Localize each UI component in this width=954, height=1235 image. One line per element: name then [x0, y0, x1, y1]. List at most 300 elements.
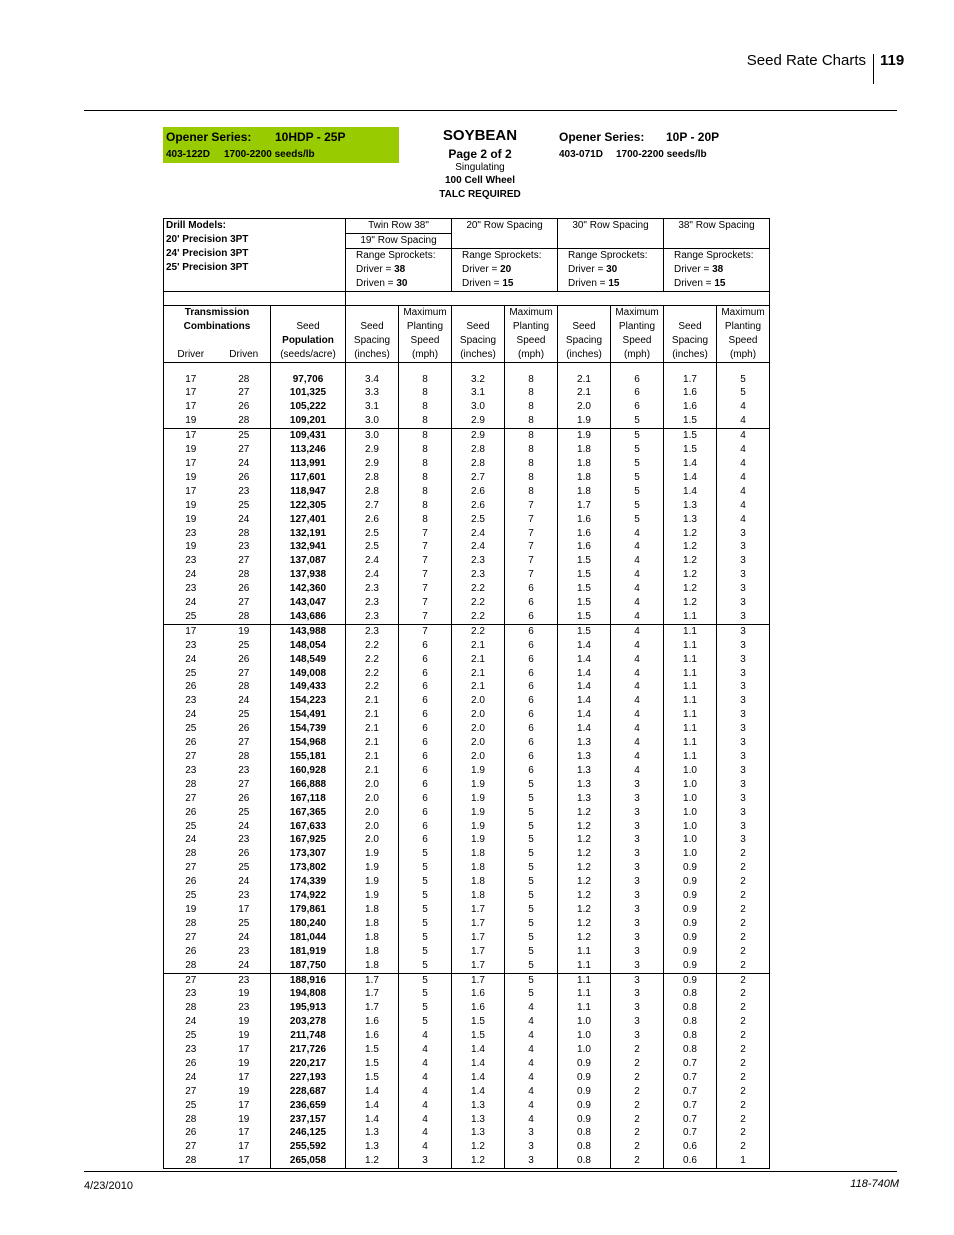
table-cell: 23 [164, 694, 218, 708]
table-cell: 2 [717, 973, 770, 987]
table-row [164, 485, 770, 499]
table-cell: 203,278 [271, 1015, 346, 1029]
driven-word: Driven [356, 277, 385, 289]
table-cell: 2.8 [452, 443, 505, 457]
table-cell: 1.4 [346, 1099, 399, 1113]
table-cell: 2.1 [452, 680, 505, 694]
table-row [164, 959, 770, 973]
table-cell: 28 [164, 847, 218, 861]
table-cell: 5 [399, 973, 452, 987]
table-cell: 2.0 [452, 736, 505, 750]
table-cell: 3 [611, 861, 664, 875]
table-cell: 19 [218, 1085, 271, 1099]
table-cell: 5 [505, 945, 558, 959]
table-cell: 23 [164, 554, 218, 568]
table-cell: 2 [717, 847, 770, 861]
table-cell: 4 [611, 540, 664, 554]
table-cell: 17 [164, 624, 218, 638]
drill-model-20: 20' Precision 3PT [166, 233, 249, 245]
table-cell: 1.1 [664, 667, 717, 681]
table-cell: 1.1 [664, 624, 717, 638]
table-cell: 2 [717, 1015, 770, 1029]
driven-word: Driven [568, 277, 597, 289]
table-cell: 3 [505, 1140, 558, 1154]
table-cell: 25 [164, 1029, 218, 1043]
table-cell: 17 [164, 386, 218, 400]
sprockets-20 [452, 248, 558, 291]
opener-series-left-box [163, 127, 399, 163]
table-cell: 7 [399, 582, 452, 596]
table-cell: 160,928 [271, 764, 346, 778]
table-cell: 0.9 [558, 1057, 611, 1071]
table-cell: 0.6 [664, 1154, 717, 1168]
table-cell: 4 [399, 1113, 452, 1127]
table-cell: 4 [611, 639, 664, 653]
table-cell: 7 [399, 624, 452, 638]
table-cell: 0.7 [664, 1099, 717, 1113]
driven-value: 30 [396, 277, 408, 289]
table-cell: 26 [164, 1057, 218, 1071]
table-cell: 195,913 [271, 1001, 346, 1015]
sprocket-driven: Driven = 30 [356, 277, 408, 289]
table-cell: 8 [505, 485, 558, 499]
table-cell: 25 [218, 639, 271, 653]
table-cell: 4 [505, 1057, 558, 1071]
table-cell: 7 [505, 554, 558, 568]
table-cell: 3 [717, 624, 770, 638]
sprocket-label: Range Sprockets: [674, 249, 754, 261]
table-cell: 2.8 [346, 471, 399, 485]
table-cell: 1.4 [558, 722, 611, 736]
table-cell: 2.9 [452, 429, 505, 443]
table-cell: 8 [399, 386, 452, 400]
sprocket-driver: Driver = 30 [568, 263, 618, 275]
table-cell: 6 [399, 639, 452, 653]
table-cell: 4 [611, 624, 664, 638]
table-cell: 167,365 [271, 806, 346, 820]
driver-word: Driver [568, 263, 595, 275]
table-cell: 28 [218, 750, 271, 764]
table-cell: 3 [611, 1029, 664, 1043]
table-cell: 2 [717, 1057, 770, 1071]
table-cell: 19 [164, 513, 218, 527]
table-cell: 4 [505, 1001, 558, 1015]
table-cell: 27 [164, 1085, 218, 1099]
table-cell: 2.8 [346, 485, 399, 499]
table-cell: 4 [505, 1071, 558, 1085]
table-cell: 4 [611, 610, 664, 624]
table-cell: 1.1 [558, 973, 611, 987]
table-row [164, 778, 770, 792]
table-cell: 1.4 [346, 1085, 399, 1099]
opener-right-line2 [559, 149, 707, 160]
table-cell: 1.2 [558, 931, 611, 945]
table-cell: 137,938 [271, 568, 346, 582]
driven-header: Driven [218, 348, 271, 362]
spacing-19: 19" Row Spacing [346, 233, 452, 248]
spacing-header-1: Seed Spacing (inches) [346, 305, 399, 362]
table-row [164, 414, 770, 428]
table-cell: 4 [505, 1015, 558, 1029]
table-cell: 3 [717, 540, 770, 554]
table-cell: 1.2 [558, 875, 611, 889]
table-cell: 1.0 [664, 833, 717, 847]
table-row [164, 610, 770, 624]
table-cell: 5 [399, 889, 452, 903]
driven-value: 15 [502, 277, 514, 289]
transmission-header [164, 305, 271, 348]
table-cell: 6 [505, 624, 558, 638]
table-cell: 1.7 [346, 987, 399, 1001]
table-cell: 211,748 [271, 1029, 346, 1043]
table-cell: 2.2 [452, 582, 505, 596]
table-cell: 1 [717, 1154, 770, 1168]
table-cell: 1.2 [452, 1154, 505, 1168]
table-cell: 1.1 [664, 610, 717, 624]
table-cell: 179,861 [271, 903, 346, 917]
table-cell: 2.9 [346, 457, 399, 471]
table-cell: 2.1 [346, 764, 399, 778]
opener-left-series: 10HDP - 25P [275, 130, 346, 144]
table-cell: 1.2 [558, 889, 611, 903]
table-cell: 26 [164, 680, 218, 694]
table-cell: 2.2 [452, 596, 505, 610]
speed-header-3: Maximum Planting Speed (mph) [611, 305, 664, 362]
table-cell: 23 [164, 764, 218, 778]
table-row [164, 764, 770, 778]
table-cell: 1.9 [346, 889, 399, 903]
table-cell: 0.9 [558, 1085, 611, 1099]
table-cell: 143,988 [271, 624, 346, 638]
table-cell: 1.4 [452, 1085, 505, 1099]
table-cell: 2 [717, 875, 770, 889]
table-row [164, 624, 770, 638]
table-row [164, 568, 770, 582]
driver-word: Driver [462, 263, 489, 275]
table-row [164, 596, 770, 610]
table-cell: 2 [717, 931, 770, 945]
table-cell: 2 [611, 1140, 664, 1154]
table-cell: 1.6 [558, 513, 611, 527]
table-cell: 1.3 [558, 778, 611, 792]
population-label: Population [282, 334, 334, 346]
table-cell: 174,339 [271, 875, 346, 889]
table-cell: 1.0 [664, 847, 717, 861]
table-cell: 1.9 [346, 861, 399, 875]
table-cell: 2.1 [346, 722, 399, 736]
table-cell: 8 [399, 471, 452, 485]
table-cell: 1.4 [558, 639, 611, 653]
table-cell: 2.3 [346, 596, 399, 610]
table-cell: 1.7 [452, 903, 505, 917]
table-cell: 2.1 [452, 653, 505, 667]
table-cell: 1.4 [452, 1043, 505, 1057]
table-cell: 1.3 [452, 1099, 505, 1113]
table-cell: 1.1 [664, 736, 717, 750]
table-cell: 2.3 [346, 582, 399, 596]
table-cell: 6 [399, 792, 452, 806]
table-cell: 27 [164, 1140, 218, 1154]
table-cell: 23 [218, 833, 271, 847]
table-cell: 1.4 [558, 694, 611, 708]
table-cell: 2.2 [452, 610, 505, 624]
table-row [164, 639, 770, 653]
table-row [164, 1029, 770, 1043]
page-number: 119 [880, 52, 905, 69]
table-cell: 1.2 [558, 806, 611, 820]
table-cell: 246,125 [271, 1126, 346, 1140]
table-cell: 2.0 [346, 806, 399, 820]
table-cell: 1.9 [346, 875, 399, 889]
table-cell: 5 [505, 959, 558, 973]
table-cell: 19 [218, 1029, 271, 1043]
table-cell: 1.6 [346, 1015, 399, 1029]
table-cell: 24 [164, 1015, 218, 1029]
table-cell: 6 [505, 680, 558, 694]
table-cell: 0.9 [664, 959, 717, 973]
table-row [164, 1154, 770, 1168]
table-cell: 3 [717, 722, 770, 736]
table-cell: 3 [611, 959, 664, 973]
table-cell: 2 [717, 889, 770, 903]
table-cell: 8 [505, 414, 558, 428]
table-cell: 3 [717, 694, 770, 708]
table-cell: 1.0 [664, 806, 717, 820]
table-cell: 2 [611, 1126, 664, 1140]
table-cell: 6 [505, 764, 558, 778]
table-row [164, 1099, 770, 1113]
table-cell: 137,087 [271, 554, 346, 568]
table-cell: 6 [505, 610, 558, 624]
table-cell: 3 [717, 820, 770, 834]
table-row [164, 694, 770, 708]
table-cell: 17 [164, 400, 218, 414]
table-cell: 2.3 [452, 554, 505, 568]
table-cell: 3.1 [346, 400, 399, 414]
table-cell: 1.2 [558, 833, 611, 847]
table-cell: 109,201 [271, 414, 346, 428]
table-cell: 4 [399, 1029, 452, 1043]
table-cell: 25 [218, 861, 271, 875]
table-cell: 2.1 [346, 736, 399, 750]
table-cell: 7 [505, 568, 558, 582]
table-cell: 1.3 [664, 513, 717, 527]
table-cell: 1.0 [664, 792, 717, 806]
table-cell: 0.9 [664, 861, 717, 875]
table-cell: 4 [611, 596, 664, 610]
table-row [164, 471, 770, 485]
table-row [164, 931, 770, 945]
drill-model-24: 24' Precision 3PT [166, 247, 249, 259]
driven-value: 15 [714, 277, 726, 289]
table-cell: 1.3 [452, 1126, 505, 1140]
table-cell: 1.3 [346, 1126, 399, 1140]
table-cell: 2.4 [452, 540, 505, 554]
table-cell: 4 [611, 568, 664, 582]
table-cell: 5 [505, 889, 558, 903]
table-row [164, 1085, 770, 1099]
table-cell: 28 [218, 373, 271, 387]
table-cell: 3 [717, 667, 770, 681]
table-cell: 0.7 [664, 1113, 717, 1127]
table-cell: 5 [611, 471, 664, 485]
table-cell: 7 [399, 527, 452, 541]
table-cell: 2.3 [346, 610, 399, 624]
table-cell: 2.1 [346, 694, 399, 708]
table-cell: 0.9 [664, 889, 717, 903]
table-cell: 3.4 [346, 373, 399, 387]
table-cell: 2.0 [346, 792, 399, 806]
table-cell: 2.4 [346, 568, 399, 582]
table-cell: 26 [164, 806, 218, 820]
table-cell: 17 [218, 1043, 271, 1057]
table-row [164, 1015, 770, 1029]
table-cell: 113,991 [271, 457, 346, 471]
table-cell: 25 [218, 917, 271, 931]
table-cell: 7 [505, 513, 558, 527]
table-cell: 23 [164, 527, 218, 541]
table-cell: 255,592 [271, 1140, 346, 1154]
table-cell: 19 [218, 624, 271, 638]
table-cell: 4 [399, 1126, 452, 1140]
table-cell: 217,726 [271, 1043, 346, 1057]
table-cell: 2.2 [346, 667, 399, 681]
table-cell: 4 [611, 750, 664, 764]
table-cell: 6 [505, 596, 558, 610]
table-cell: 3 [399, 1154, 452, 1168]
table-cell: 0.8 [558, 1140, 611, 1154]
table-cell: 8 [399, 414, 452, 428]
footer-doc-number: 118-740M [850, 1178, 899, 1190]
table-cell: 2.0 [452, 708, 505, 722]
table-cell: 2.1 [558, 373, 611, 387]
table-cell: 0.9 [664, 973, 717, 987]
table-cell: 1.1 [558, 987, 611, 1001]
table-cell: 0.7 [664, 1057, 717, 1071]
table-cell: 4 [717, 429, 770, 443]
table-cell: 2.2 [346, 653, 399, 667]
seed-rate-table [163, 218, 770, 1169]
table-cell: 2 [717, 861, 770, 875]
table-cell: 27 [218, 736, 271, 750]
table-cell: 2.0 [558, 400, 611, 414]
driver-value: 30 [606, 263, 618, 275]
table-cell: 27 [164, 861, 218, 875]
table-cell: 0.9 [664, 945, 717, 959]
table-cell: 1.9 [452, 820, 505, 834]
table-cell: 4 [611, 694, 664, 708]
table-cell: 5 [717, 373, 770, 387]
table-cell: 187,750 [271, 959, 346, 973]
table-row [164, 680, 770, 694]
table-cell: 1.7 [452, 959, 505, 973]
table-row [164, 400, 770, 414]
table-cell: 28 [164, 917, 218, 931]
table-cell: 24 [218, 820, 271, 834]
table-cell: 97,706 [271, 373, 346, 387]
table-cell: 0.9 [664, 875, 717, 889]
table-cell: 227,193 [271, 1071, 346, 1085]
table-cell: 5 [399, 875, 452, 889]
table-row [164, 457, 770, 471]
table-cell: 1.3 [346, 1140, 399, 1154]
table-cell: 4 [611, 764, 664, 778]
footer-date: 4/23/2010 [84, 1180, 133, 1192]
sprocket-driven: Driven = 15 [568, 277, 620, 289]
table-cell: 117,601 [271, 471, 346, 485]
table-cell: 26 [218, 471, 271, 485]
opener-left-label: Opener Series: [166, 130, 252, 144]
table-cell: 1.8 [346, 917, 399, 931]
table-cell: 143,686 [271, 610, 346, 624]
table-cell: 2.2 [346, 639, 399, 653]
table-cell: 2.4 [346, 554, 399, 568]
table-cell: 5 [399, 903, 452, 917]
table-cell: 27 [218, 778, 271, 792]
table-cell: 148,549 [271, 653, 346, 667]
table-cell: 6 [399, 806, 452, 820]
table-cell: 1.8 [346, 945, 399, 959]
table-row [164, 554, 770, 568]
table-cell: 19 [218, 987, 271, 1001]
table-cell: 19 [164, 414, 218, 428]
table-cell: 2 [717, 1113, 770, 1127]
table-cell: 101,325 [271, 386, 346, 400]
table-cell: 5 [399, 917, 452, 931]
table-cell: 4 [505, 1099, 558, 1113]
opener-left-line2 [166, 149, 315, 160]
table-row [164, 945, 770, 959]
table-cell: 5 [399, 861, 452, 875]
driver-header: Driver [164, 348, 218, 362]
table-row [164, 443, 770, 457]
table-cell: 1.9 [452, 833, 505, 847]
table-cell: 3 [717, 736, 770, 750]
table-cell: 1.1 [664, 680, 717, 694]
opener-right-seeds: 1700-2200 seeds/lb [616, 149, 707, 160]
table-cell: 1.9 [452, 806, 505, 820]
table-cell: 1.5 [664, 429, 717, 443]
table-cell: 148,054 [271, 639, 346, 653]
table-cell: 0.9 [664, 903, 717, 917]
table-cell: 1.3 [558, 764, 611, 778]
speed-header-1: Maximum Planting Speed (mph) [399, 305, 452, 362]
table-cell: 1.5 [346, 1043, 399, 1057]
spacing-header-3: Seed Spacing (inches) [558, 305, 611, 362]
table-cell: 6 [399, 722, 452, 736]
table-cell: 1.4 [558, 667, 611, 681]
table-cell: 1.2 [558, 847, 611, 861]
table-cell: 118,947 [271, 485, 346, 499]
table-cell: 1.8 [346, 959, 399, 973]
table-cell: 2 [717, 917, 770, 931]
table-cell: 180,240 [271, 917, 346, 931]
table-cell: 28 [164, 1113, 218, 1127]
table-cell: 5 [399, 931, 452, 945]
table-cell: 1.3 [452, 1113, 505, 1127]
table-cell: 3 [717, 596, 770, 610]
table-cell: 28 [164, 959, 218, 973]
sprocket-driver: Driver = 38 [674, 263, 724, 275]
table-cell: 2.5 [346, 527, 399, 541]
page-of: Page 2 of 2 [448, 147, 512, 161]
table-cell: 2.0 [346, 820, 399, 834]
table-cell: 142,360 [271, 582, 346, 596]
driven-word: Driven [674, 277, 703, 289]
table-cell: 17 [218, 1126, 271, 1140]
table-cell: 167,633 [271, 820, 346, 834]
table-row [164, 582, 770, 596]
